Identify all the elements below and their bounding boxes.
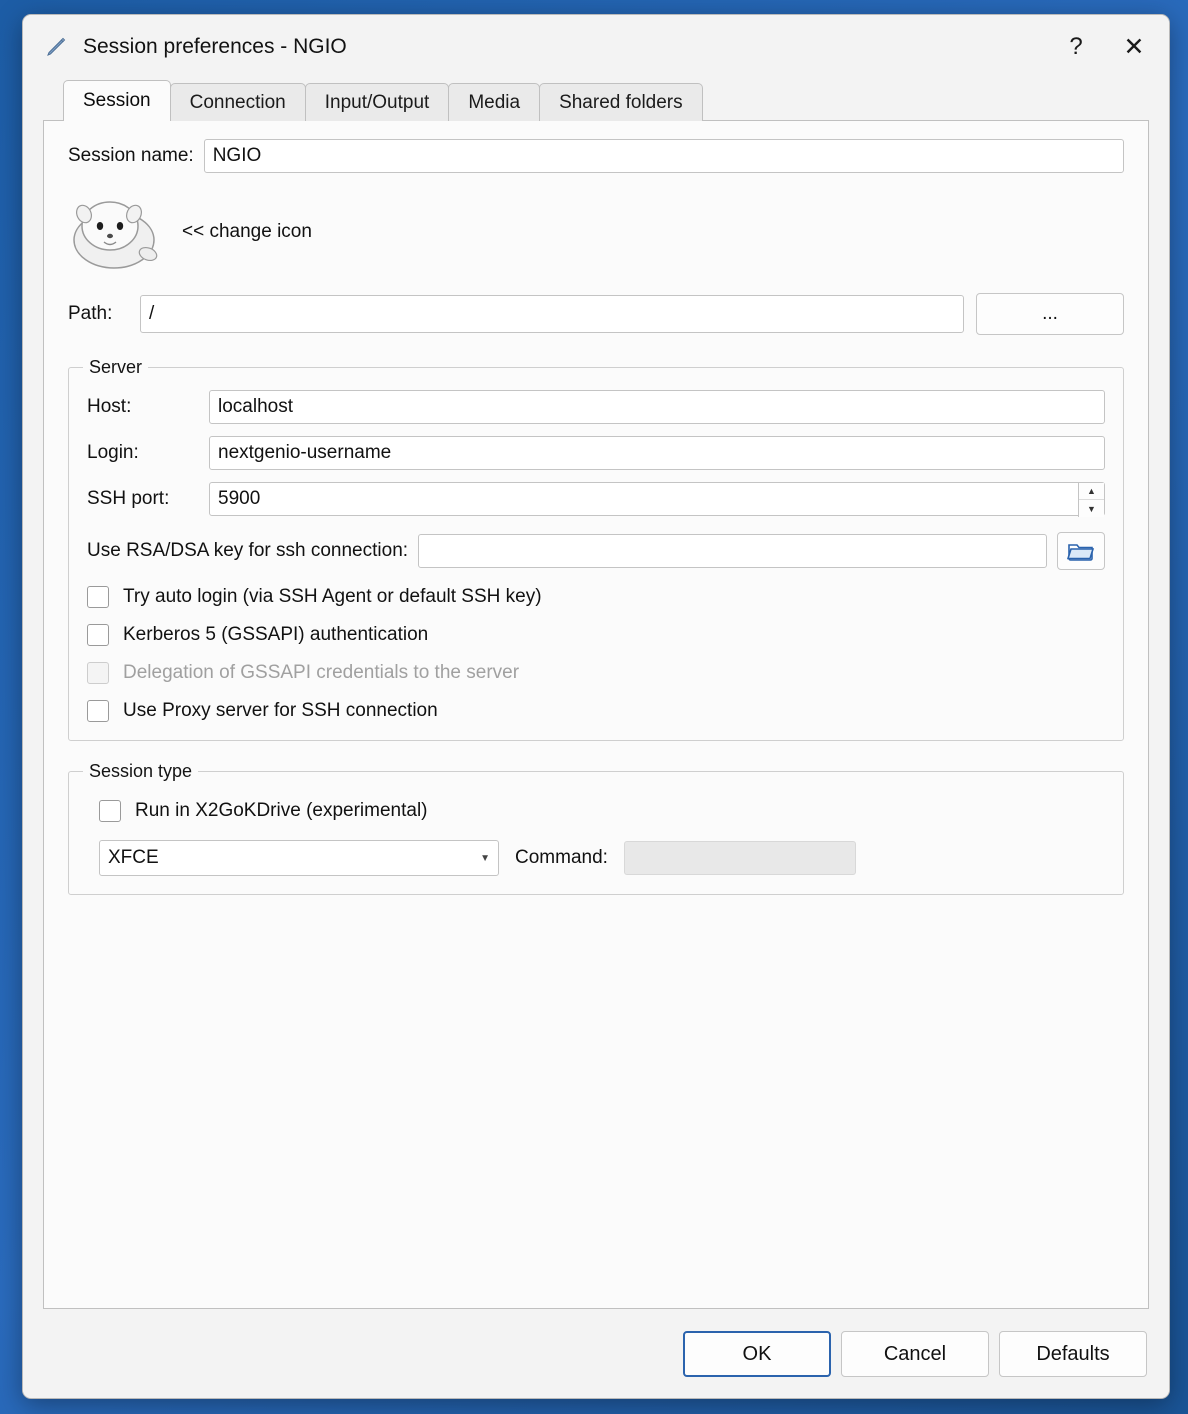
window-client-area [23,79,1169,1310]
ssh-port-stepper[interactable] [1078,483,1104,517]
checkbox-kerberos[interactable] [87,624,109,646]
ssh-port-input[interactable] [210,483,1078,515]
cancel-button[interactable]: Cancel [841,1331,989,1377]
checkbox-kdrive[interactable] [99,800,121,822]
help-button[interactable]: ? [1047,24,1105,70]
checkbox-auto-login[interactable] [87,586,109,608]
pencil-icon [41,32,71,62]
tab-shared-folders[interactable] [539,83,703,121]
chevron-down-icon: ▼ [480,852,490,864]
tab-input-output[interactable] [305,83,450,121]
rsa-key-label: Use RSA/DSA key for ssh connection: [87,540,409,561]
ok-button[interactable]: OK [683,1331,831,1377]
window-title: Session preferences - NGIO [83,35,347,58]
ssh-port-stepper-up[interactable]: ▲ [1079,483,1104,500]
tab-media[interactable] [448,83,540,121]
host-input[interactable] [209,390,1105,424]
command-label: Command: [515,847,608,868]
rsa-key-row [87,532,1105,570]
ssh-port-stepper-down[interactable]: ▼ [1087,503,1096,514]
session-name-row [68,139,1124,173]
session-icon-row [68,189,1124,275]
session-type-group [68,761,1124,895]
checkbox-row-proxy[interactable] [87,700,1105,722]
host-label: Host: [87,396,132,417]
ssh-port-row [87,482,1105,516]
session-tab-panel [43,120,1149,1309]
server-group [68,357,1124,741]
checkbox-row-auto-login[interactable] [87,586,1105,608]
checkbox-proxy[interactable] [87,700,109,722]
session-type-group-title: Session type [83,761,198,782]
tab-session-label: Session [83,90,151,111]
login-label: Login: [87,442,139,463]
tab-shared-folders-label: Shared folders [559,91,683,113]
desktop-select-value: XFCE [108,847,159,868]
checkbox-row-kerberos[interactable] [87,624,1105,646]
checkbox-row-gssapi-delegation [87,662,1105,684]
tab-session[interactable] [63,80,171,121]
server-group-title: Server [83,357,148,378]
dialog-footer [23,1310,1169,1398]
session-name-input[interactable] [204,139,1124,173]
path-input[interactable] [140,295,964,333]
checkbox-auto-login-label: Try auto login (via SSH Agent or default SSH key) [123,586,542,607]
window-titlebar [23,15,1169,79]
login-row [87,436,1105,470]
session-preferences-window [22,14,1170,1399]
checkbox-proxy-label: Use Proxy server for SSH connection [123,700,438,721]
path-browse-button[interactable]: ... [976,293,1124,335]
tab-input-output-label: Input/Output [324,91,430,113]
folder-icon[interactable] [1057,532,1105,570]
desktop-command-row [99,840,1105,876]
command-input [624,841,856,875]
checkbox-gssapi-delegation [87,662,109,684]
tab-media-label: Media [468,91,521,113]
path-label: Path: [68,303,113,324]
seal-icon[interactable] [68,189,160,275]
change-icon-link[interactable]: << change icon [182,221,312,242]
close-icon[interactable]: ✕ [1105,24,1163,70]
checkbox-gssapi-delegation-label: Delegation of GSSAPI credentials to the server [123,662,520,683]
tab-bar [63,79,1149,121]
session-name-label: Session name: [68,145,194,166]
rsa-key-input[interactable] [418,534,1047,568]
checkbox-kerberos-label: Kerberos 5 (GSSAPI) authentication [123,624,429,645]
login-input[interactable] [209,436,1105,470]
tab-connection-label: Connection [189,91,286,113]
path-row [68,293,1124,335]
host-row [87,390,1105,424]
ssh-port-label: SSH port: [87,488,170,509]
tab-connection[interactable] [170,83,306,121]
desktop-select[interactable] [99,840,499,876]
checkbox-kdrive-label: Run in X2GoKDrive (experimental) [135,800,428,821]
defaults-button[interactable]: Defaults [999,1331,1147,1377]
checkbox-row-kdrive[interactable] [99,800,1105,822]
